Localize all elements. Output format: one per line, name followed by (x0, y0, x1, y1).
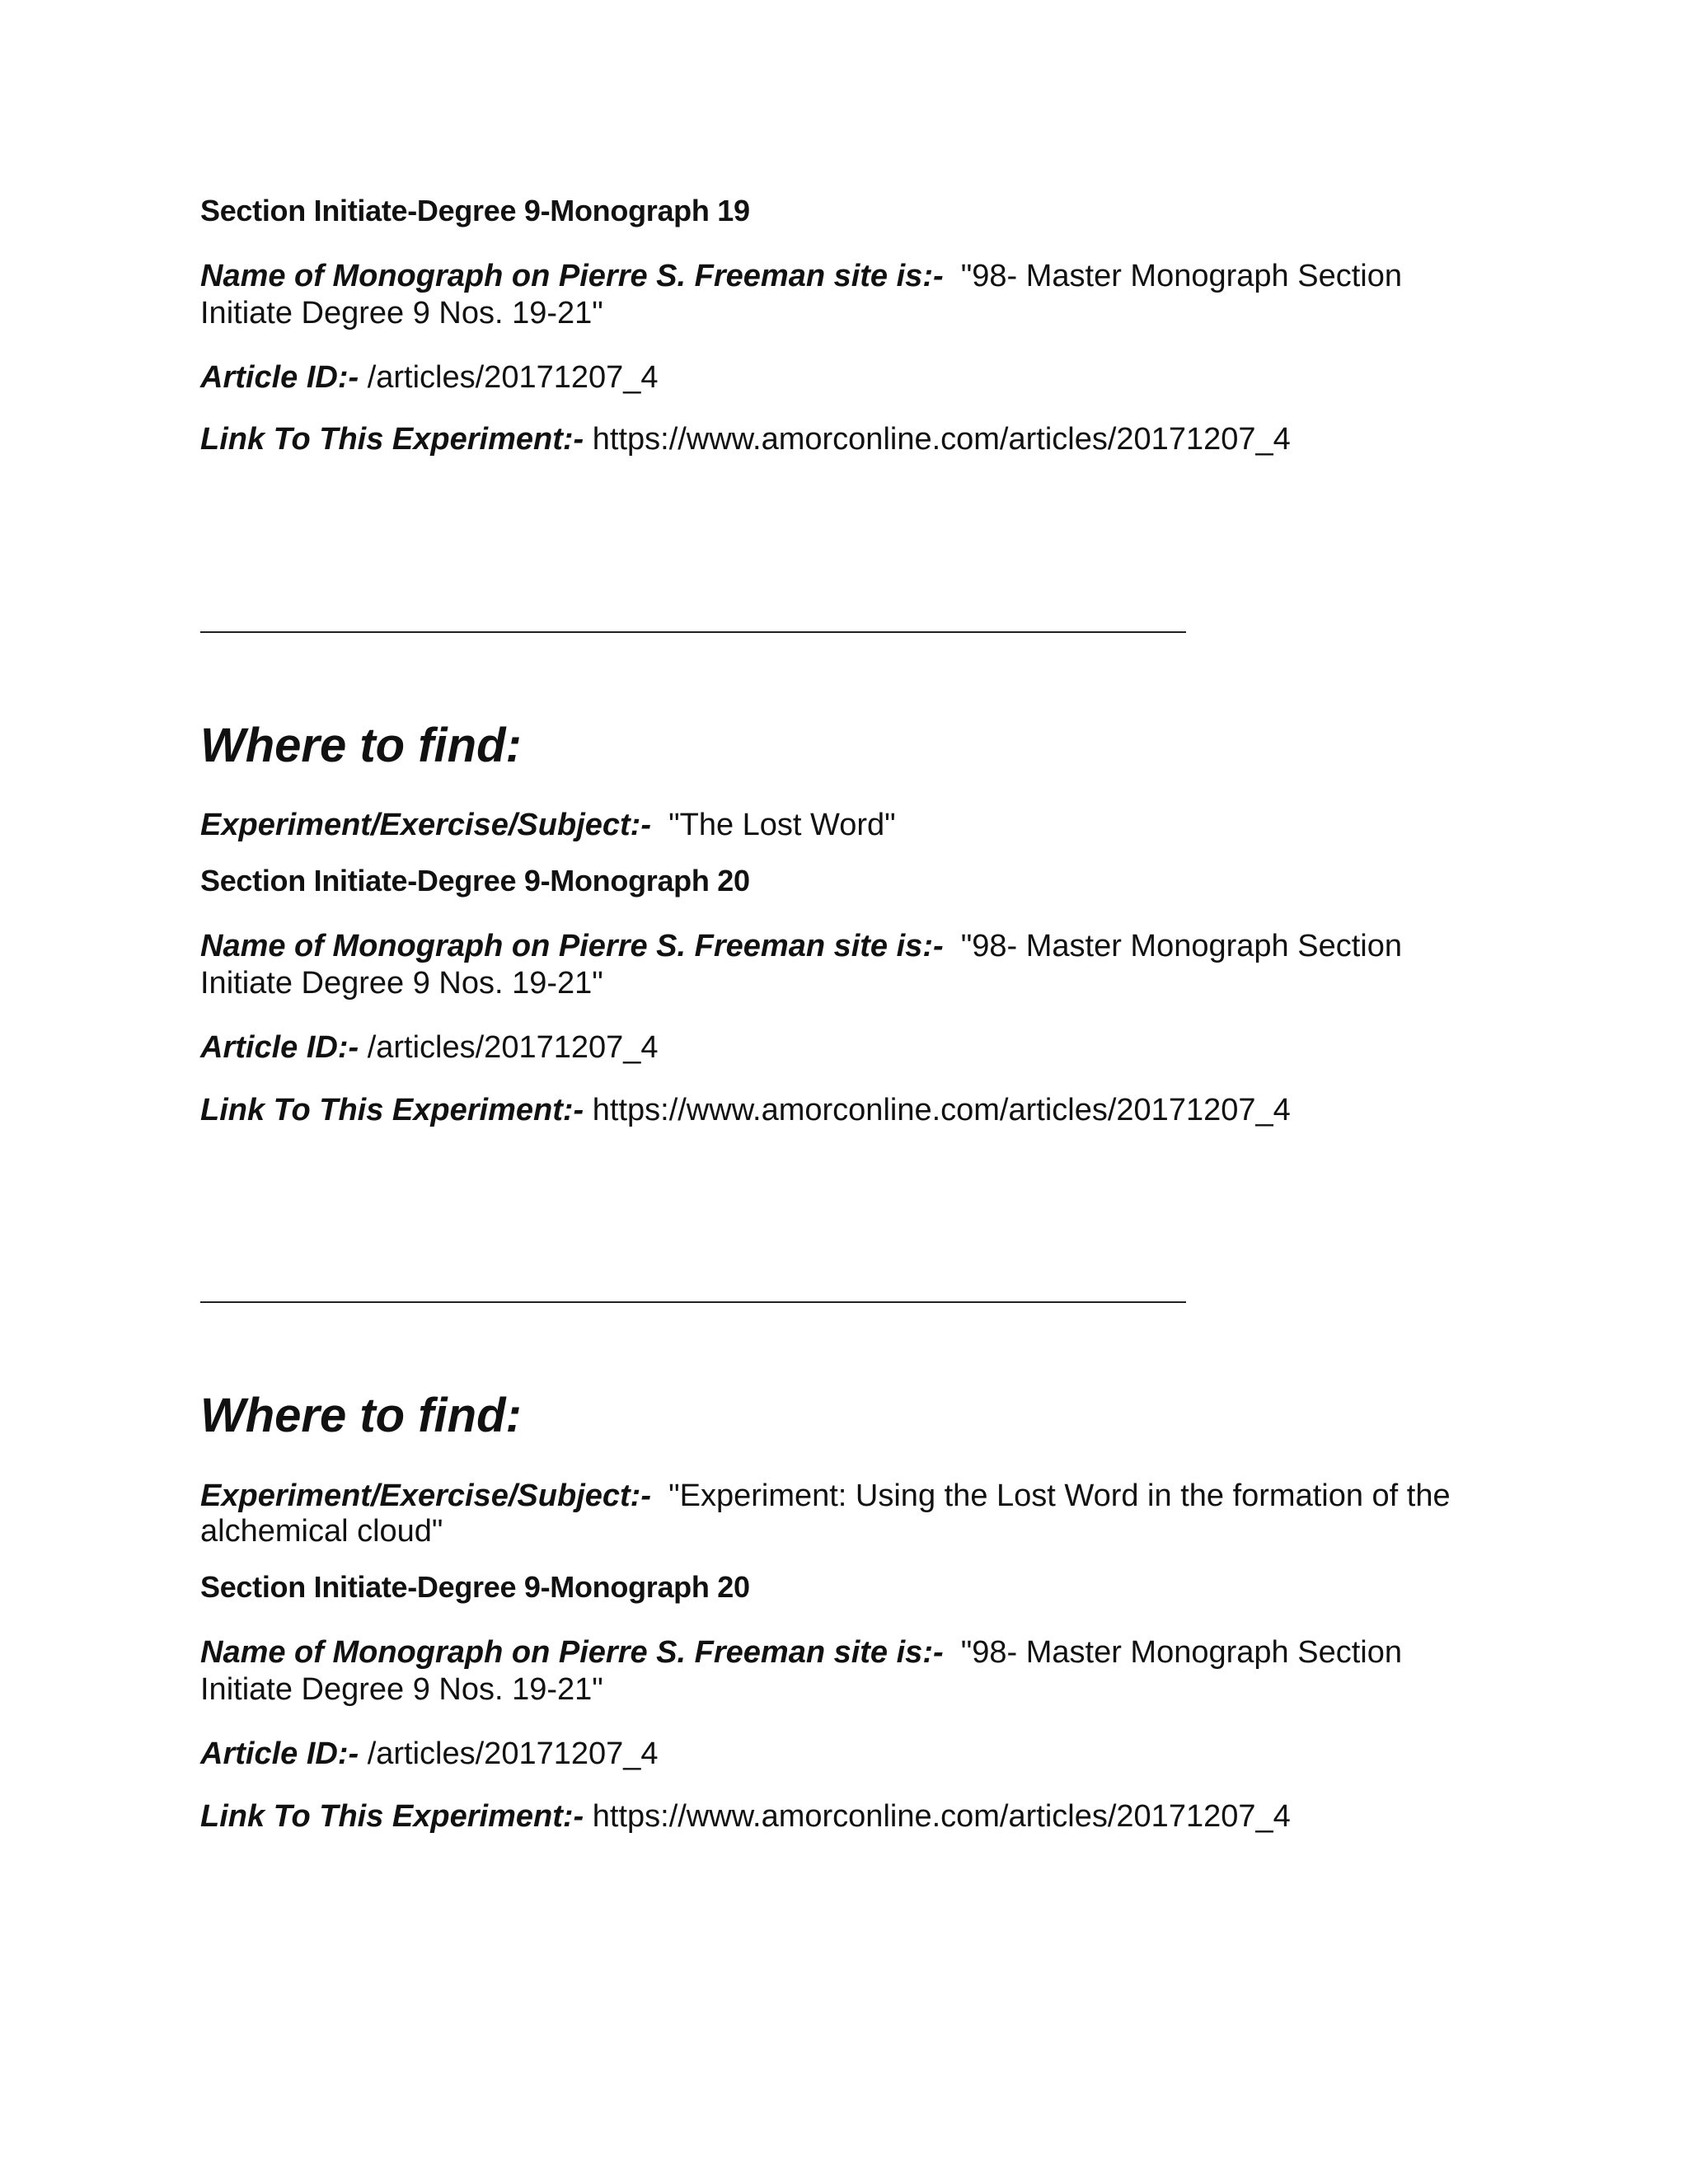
monograph-name-value-cont: Initiate Degree 9 Nos. 19-21" (200, 966, 603, 1001)
article-id-value: /articles/20171207_4 (367, 1736, 659, 1771)
subject-value: "Experiment: Using the Lost Word in the formation of the (668, 1479, 1451, 1513)
monograph-name-value: "98- Master Monograph Section (960, 1635, 1402, 1670)
article-id-value: /articles/20171207_4 (367, 1030, 659, 1065)
monograph-name-label: Name of Monograph on Pierre S. Freeman site is:- (200, 929, 944, 963)
article-id-label: Article ID:- (200, 1030, 359, 1065)
monograph-name-value: "98- Master Monograph Section (960, 929, 1402, 963)
subject-value: "The Lost Word" (668, 808, 896, 842)
subject-value-cont: alchemical cloud" (200, 1514, 443, 1549)
subject-label: Experiment/Exercise/Subject:- (200, 1479, 651, 1513)
experiment-link-url[interactable]: https://www.amorconline.com/articles/20171207_4 (592, 422, 1291, 457)
article-id-row (200, 359, 1453, 396)
subject-label: Experiment/Exercise/Subject:- (200, 808, 651, 842)
section-line: Section Initiate-Degree 9-Monograph 20 (200, 864, 750, 898)
monograph-name-value-cont: Initiate Degree 9 Nos. 19-21" (200, 1672, 603, 1707)
where-to-find-heading: Where to find: (200, 1389, 522, 1442)
experiment-link-url[interactable]: https://www.amorconline.com/articles/20171207_4 (592, 1799, 1291, 1834)
experiment-link-url[interactable]: https://www.amorconline.com/articles/20171207_4 (592, 1093, 1291, 1127)
monograph-name-row (200, 928, 1453, 964)
experiment-link-row (200, 1092, 1453, 1128)
experiment-link-row (200, 1798, 1453, 1835)
section-line: Section Initiate-Degree 9-Monograph 20 (200, 1570, 750, 1604)
article-id-label: Article ID:- (200, 360, 359, 395)
experiment-link-label: Link To This Experiment:- (200, 1799, 584, 1834)
monograph-name-value: "98- Master Monograph Section (960, 259, 1402, 293)
monograph-name-row (200, 1634, 1453, 1671)
monograph-name-label: Name of Monograph on Pierre S. Freeman site is:- (200, 259, 944, 293)
experiment-link-label: Link To This Experiment:- (200, 422, 584, 457)
experiment-link-row (200, 421, 1453, 457)
monograph-name-label: Name of Monograph on Pierre S. Freeman site is:- (200, 1635, 944, 1670)
article-id-row (200, 1029, 1453, 1066)
where-to-find-heading: Where to find: (200, 719, 522, 772)
section-line: Section Initiate-Degree 9-Monograph 19 (200, 194, 750, 227)
experiment-link-label: Link To This Experiment:- (200, 1093, 584, 1127)
article-id-row (200, 1736, 1453, 1772)
divider-rule (200, 631, 1186, 633)
article-id-label: Article ID:- (200, 1736, 359, 1771)
divider-rule (200, 1301, 1186, 1303)
monograph-name-row (200, 258, 1453, 294)
article-id-value: /articles/20171207_4 (367, 360, 659, 395)
subject-row (200, 807, 1453, 843)
monograph-name-value-cont: Initiate Degree 9 Nos. 19-21" (200, 296, 603, 330)
subject-row (200, 1478, 1453, 1514)
